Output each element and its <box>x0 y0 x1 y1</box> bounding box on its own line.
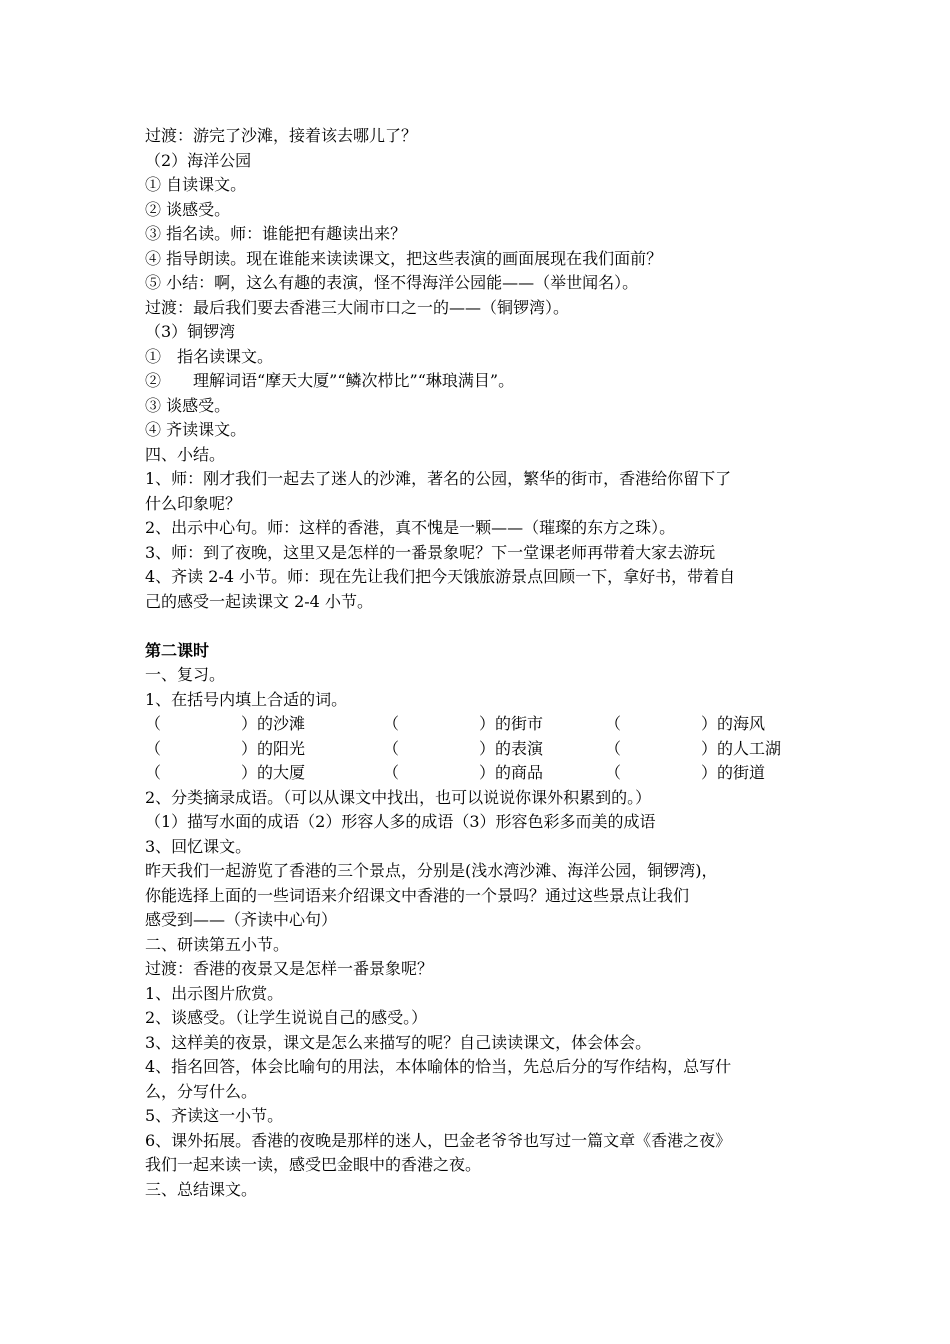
text-line: 我们一起来读一读，感受巴金眼中的香港之夜。 <box>145 1155 482 1174</box>
text-line: ③ 指名读。师：谁能把有趣读出来？ <box>145 224 407 243</box>
fill-blank-item: （ ）的海风 <box>605 714 766 733</box>
text-line: 2、出示中心句。师：这样的香港，真不愧是一颗——（璀璨的东方之珠）。 <box>145 518 676 537</box>
text-line: 5、齐读这一小节。 <box>145 1106 284 1125</box>
text-line: （3）铜锣湾 <box>145 322 236 341</box>
text-line: 昨天我们一起游览了香港的三个景点，分别是(浅水湾沙滩、海洋公园，铜锣湾)， <box>145 861 718 880</box>
fill-blank-item: （ ）的表演 <box>383 738 544 758</box>
section-heading: 第二课时 <box>145 640 210 660</box>
text-line: 3、回忆课文。 <box>145 836 252 856</box>
fill-blank-item: （ ）的沙滩 <box>145 714 306 733</box>
text-line: 6、课外拓展。香港的夜晚是那样的迷人，巴金老爷爷也写过一篇文章《香港之夜》 <box>145 1130 732 1150</box>
text-line: 4、指名回答，体会比喻句的用法，本体喻体的恰当，先总后分的写作结构，总写什 <box>145 1057 732 1076</box>
document-page <box>145 124 815 1202</box>
text-line: 3、这样美的夜景，课文是怎么来描写的呢？自己读读课文，体会体会。 <box>145 1032 652 1052</box>
text-line: 己的感受一起读课文 2-4 小节。 <box>145 591 373 611</box>
text-line: 二、研读第五小节。 <box>145 934 290 954</box>
text-line: ④ 指导朗读。现在谁能来读读课文，把这些表演的画面展现在我们面前？ <box>145 248 663 268</box>
text-line: 1、师：刚才我们一起去了迷人的沙滩，著名的公园，繁华的街市，香港给你留下了 <box>145 469 732 488</box>
text-line: 么，分写什么。 <box>145 1081 258 1101</box>
fill-blank-item: （ ）的街道 <box>605 763 766 782</box>
text-line: 你能选择上面的一些词语来介绍课文中香港的一个景吗？通过这些景点让我们 <box>145 885 690 905</box>
text-line: ⑤ 小结：啊，这么有趣的表演，怪不得海洋公园能——（举世闻名）。 <box>145 273 639 292</box>
text-line: ① 自读课文。 <box>145 175 247 194</box>
text-line: 2、谈感受。（让学生说说自己的感受。） <box>145 1008 428 1027</box>
fill-blank-item: （ ）的大厦 <box>145 763 306 782</box>
fill-blank-item: （ ）的街市 <box>383 714 544 733</box>
text-line: 3、师：到了夜晚，这里又是怎样的一番景象呢？下一堂课老师再带着大家去游玩 <box>145 542 716 562</box>
text-line: ② 理解词语“摩天大厦”“鳞次栉比”“琳琅满目”。 <box>145 371 515 390</box>
text-line: 2、分类摘录成语。（可以从课文中找出，也可以说说你课外积累到的。） <box>145 787 652 807</box>
text-line: 4、齐读 2-4 小节。师：现在先让我们把今天饿旅游景点回顾一下，拿好书，带着自 <box>145 567 736 586</box>
fill-blank-item: （ ）的阳光 <box>145 738 306 758</box>
text-line: ③ 谈感受。 <box>145 395 231 415</box>
text-line: ① 指名读课文。 <box>145 346 274 366</box>
text-line: ④ 齐读课文。 <box>145 420 247 439</box>
blank-line <box>145 614 815 639</box>
fill-blank-row <box>145 761 815 786</box>
text-line: 三、总结课文。 <box>145 1179 258 1199</box>
fill-blank-row <box>145 712 815 737</box>
text-line: 一、复习。 <box>145 665 226 684</box>
text-line: （1）描写水面的成语（2）形容人多的成语（3）形容色彩多而美的成语 <box>145 812 656 831</box>
text-line: 过渡：香港的夜景又是怎样一番景象呢？ <box>145 959 434 978</box>
fill-blank-item: （ ）的商品 <box>383 763 544 782</box>
text-line: 什么印象呢？ <box>145 493 242 513</box>
text-line: （2）海洋公园 <box>145 150 252 170</box>
fill-blank-row <box>145 737 815 762</box>
text-line: ② 谈感受。 <box>145 199 231 219</box>
text-line: 四、小结。 <box>145 444 226 464</box>
fill-blank-item: （ ）的人工湖 <box>605 738 782 758</box>
text-line: 1、在括号内填上合适的词。 <box>145 689 348 709</box>
text-line: 过渡：最后我们要去香港三大闹市口之一的——（铜锣湾）。 <box>145 297 570 317</box>
text-line: 1、出示图片欣赏。 <box>145 983 284 1003</box>
text-line: 过渡：游完了沙滩，接着该去哪儿了？ <box>145 126 418 145</box>
text-line: 感受到——（齐读中心句） <box>145 910 338 929</box>
